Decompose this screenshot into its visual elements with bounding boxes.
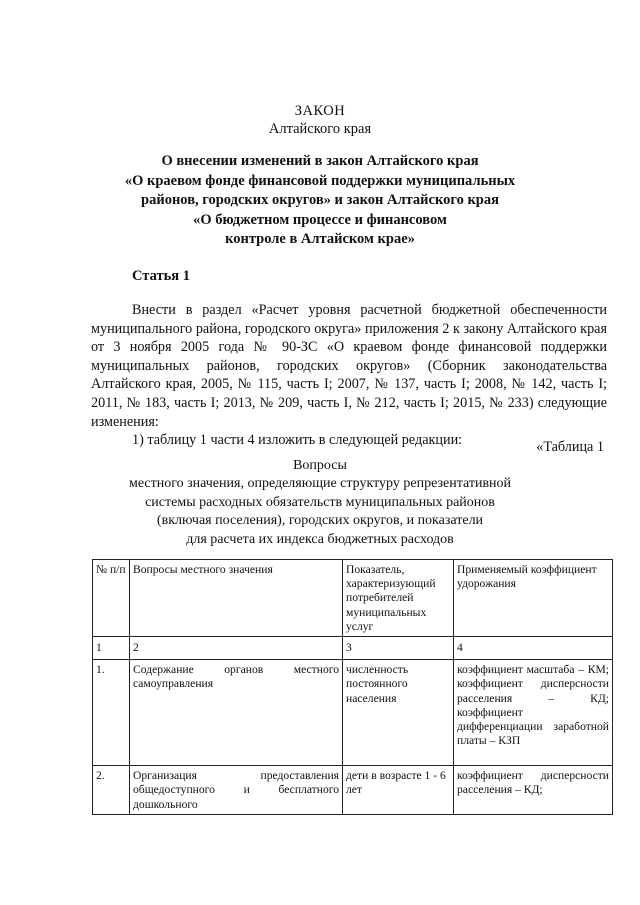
header-cell-coefficient: Применяемый коэффициент удорожания <box>454 560 613 637</box>
caption-line: системы расходных обязательств муниципальных районов <box>145 494 495 510</box>
column-number-cell: 1 <box>93 637 130 660</box>
row-number-cell: 1. <box>93 660 130 766</box>
law-title-line: «О краевом фонде финансовой поддержки муниципальных <box>124 172 516 189</box>
law-title <box>0 152 640 250</box>
row-number-cell: 2. <box>93 766 130 815</box>
row-coefficient-cell: коэффициент масштаба – КМ; коэффициент дисперсности расселения – КД; коэффициент дифференциации заработной платы – КЗП <box>454 660 613 766</box>
table-row <box>93 766 613 815</box>
expenditure-table <box>92 559 613 815</box>
table-label: «Таблица 1 <box>536 439 604 455</box>
law-type-title: ЗАКОН <box>294 103 346 119</box>
header-cell-number: № п/п <box>93 560 130 637</box>
row-indicator-cell: дети в возрасте 1 - 6 лет <box>343 766 454 815</box>
row-indicator-cell: численность постоянного населения <box>343 660 454 766</box>
column-number-cell: 4 <box>454 637 613 660</box>
row-issue-cell: Содержание органов местного самоуправления <box>130 660 343 766</box>
caption-line: Вопросы <box>293 458 347 473</box>
law-title-line: О внесении изменений в закон Алтайского края <box>161 153 479 169</box>
law-title-line: «О бюджетном процессе и финансовом <box>193 211 447 228</box>
body-paragraph-1: Внести в раздел «Расчет уровня расчетной бюджетной обеспеченности муниципального района, городского округа» приложения 2 к закону Алтайского края от 3 ноября 2005 года № 90-ЗС «О краевом фонде финансовой поддержки муниципальных районов, городских округов» (Сборник законодательства Алтайского края, 2005, № 115, часть I; 2007, № 137, часть I; 2008, № 142, часть I; 2011, № 183, часть I; 2013, № 209, часть I, № 212, часть I; 2015, № 233) следующие изменения: <box>91 302 607 430</box>
law-title-line: районов, городских округов» и закон Алтайского края <box>141 192 499 208</box>
caption-line: (включая поселения), городских округов, и показатели <box>156 513 484 529</box>
column-number-cell: 2 <box>130 637 343 660</box>
body-paragraph-2: 1) таблицу 1 части 4 изложить в следующей редакции: <box>132 432 463 448</box>
caption-line: местного значения, определяющие структуру репрезентативной <box>128 476 512 492</box>
header-cell-issue: Вопросы местного значения <box>130 560 343 637</box>
table-caption <box>0 457 640 549</box>
region-subtitle: Алтайского края <box>268 121 372 137</box>
law-title-line: контроле в Алтайском крае» <box>225 231 415 247</box>
table-column-number-row <box>93 637 613 660</box>
article-title: Статья 1 <box>132 268 190 284</box>
header-cell-indicator: Показатель, характеризующий потребителей муниципальных услуг <box>343 560 454 637</box>
table-header-row <box>93 560 613 637</box>
column-number-cell: 3 <box>343 637 454 660</box>
table-row <box>93 660 613 766</box>
row-issue-cell: Организация предоставления общедоступного и бесплатного дошкольного <box>130 766 343 815</box>
row-coefficient-cell: коэффициент дисперсности расселения – КД; <box>454 766 613 815</box>
caption-line: для расчета их индекса бюджетных расходов <box>186 531 454 547</box>
